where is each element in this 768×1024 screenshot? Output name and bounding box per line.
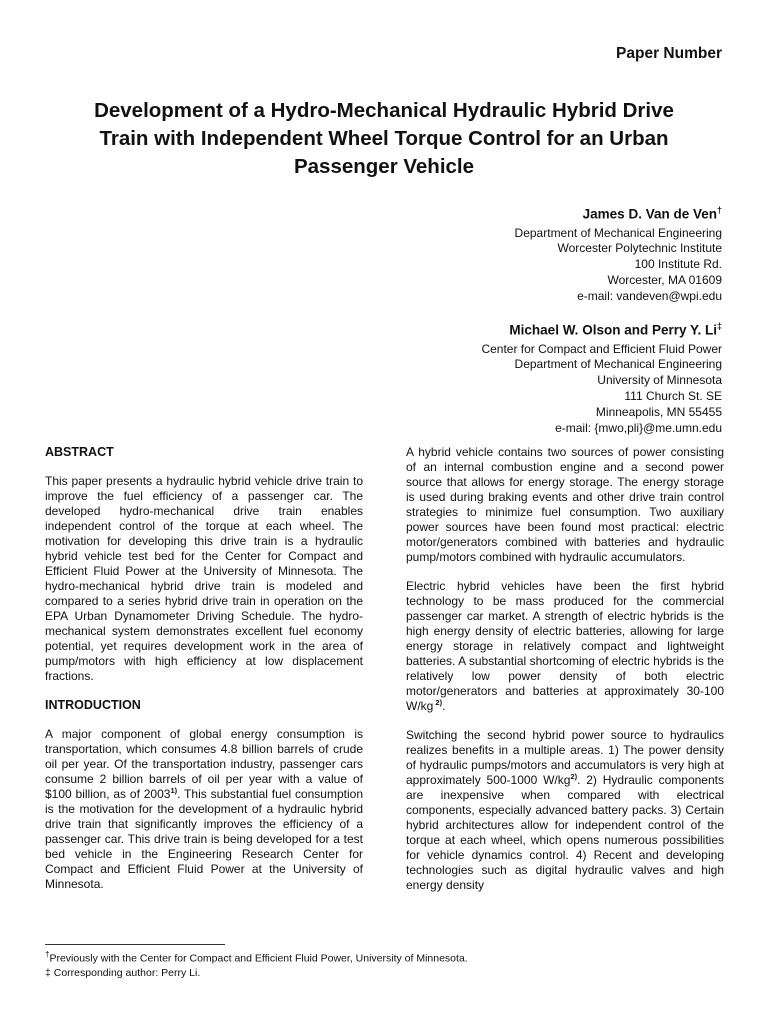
title-line-1: Development of a Hydro-Mechanical Hydraulic Hybrid Drive — [94, 99, 674, 122]
dagger-mark: † — [716, 205, 722, 215]
affiliation-line: 111 Church St. SE — [624, 389, 722, 404]
footnote-1: †Previously with the Center for Compact and Efficient Fluid Power, University of Minnesota. — [45, 950, 468, 965]
author-name: James D. Van de Ven† — [582, 205, 722, 222]
title-line-2: Train with Independent Wheel Torque Control for an Urban — [99, 127, 669, 150]
footnotes — [45, 948, 468, 980]
author-block-2 — [481, 317, 722, 437]
affiliation-line: 100 Institute Rd. — [634, 257, 722, 272]
affiliation-line: Department of Mechanical Engineering — [514, 225, 722, 240]
affiliation-line: Minneapolis, MN 55455 — [595, 405, 722, 420]
author-name: Michael W. Olson and Perry Y. Li‡ — [509, 321, 722, 338]
affiliation-line: University of Minnesota — [597, 373, 722, 388]
abstract-paragraph: This paper presents a hydraulic hybrid vehicle drive train to improve the fuel efficiency of a passenger car. The developed hydro-mechanical drive train enables independent control of the torque at each wheel. The motivation for developing this drive train is a hydraulic hybrid vehicle test bed for the Center for Compact and Efficient Fluid Power at the University of Minnesota. The hydro-mechanical hybrid drive train is modeled and compared to a series hybrid drive train in operation on the EPA Urban Dynamometer Driving Schedule. The hydro-mechanical system demonstrates excellent fuel economy potential, yet requires development work in the area of pump/motors with high efficiency at low displacement fractions. — [45, 474, 363, 683]
footnote-2: ‡ Corresponding author: Perry Li. — [45, 966, 201, 979]
footnote-divider — [45, 944, 225, 945]
double-dagger-mark: ‡ — [716, 321, 722, 331]
author-block-1 — [515, 201, 722, 305]
title-line-3: Passenger Vehicle — [293, 155, 475, 178]
reference-marker: 2) — [570, 772, 578, 781]
affiliation-line: Center for Compact and Efficient Fluid Power — [481, 341, 722, 356]
reference-marker: 1) — [170, 786, 178, 795]
author-email: e-mail: {mwo,pli}@me.umn.edu — [555, 421, 722, 436]
right-column — [406, 445, 724, 907]
left-column — [45, 445, 363, 906]
body-paragraph: Electric hybrid vehicles have been the first hybrid technology to be mass produced for the commercial passenger car market. A strength of electric hybrids is the high energy density of electric batteries, allowing for large energy storage in relatively compact and lightweight batteries. A substantial shortcoming of electric hybrids is the relatively low power density of both electric motor/generators and batteries at approximately 30-100 W/kg $^{2)}$. — [406, 579, 724, 713]
affiliation-line: Worcester Polytechnic Institute — [557, 241, 722, 256]
introduction-heading: INTRODUCTION — [45, 698, 141, 712]
abstract-heading: ABSTRACT — [45, 445, 114, 459]
body-paragraph: Switching the second hybrid power source to hydraulics realizes benefits in a multiple areas. 1) The power density of hydraulic pumps/motors and accumulators is very high at approximately 500-1000 $W/kg^{2)}$. 2) Hydraulic components are inexpensive when compared with electrical components, especially advanced battery packs. 3) Certain hybrid architectures allow for independent control of the torque at each wheel, which opens numerous possibilities for vehicle dynamics control. 4) Recent and developing technologies such as digital hydraulic valves and high energy density — [406, 728, 724, 892]
affiliation-line: Worcester, MA 01609 — [607, 273, 722, 288]
introduction-paragraph: A major component of global energy consumption is transportation, which consumes 4.8 billion barrels of crude oil per year. Of the transportation industry, passenger cars consume 2 billion barrels of oil per year with a value of $100 billion, as of 2003$^{1)}$. This substantial fuel consumption is the motivation for the development of a hydraulic hybrid drive train that significantly improves the efficiency of a passenger car. This drive train is being developed for a test bed vehicle in the Engineering Research Center for Compact and Efficient Fluid Power at the University of Minnesota. — [45, 727, 363, 891]
body-paragraph: A hybrid vehicle contains two sources of power consisting of an internal combustion engine and a second power source that allows for energy storage. The energy storage is used during braking events and other drive train control strategies to minimize fuel consumption. Two auxiliary power sources have been found most practical: electric motor/generators combined with batteries and hydraulic pump/motors combined with hydraulic accumulators. — [406, 445, 724, 564]
affiliation-line: Department of Mechanical Engineering — [514, 357, 722, 372]
paper-number: Paper Number — [616, 45, 722, 62]
reference-marker: 2) — [433, 698, 443, 707]
author-email: e-mail: vandeven@wpi.edu — [577, 289, 722, 304]
paper-title — [40, 97, 728, 181]
